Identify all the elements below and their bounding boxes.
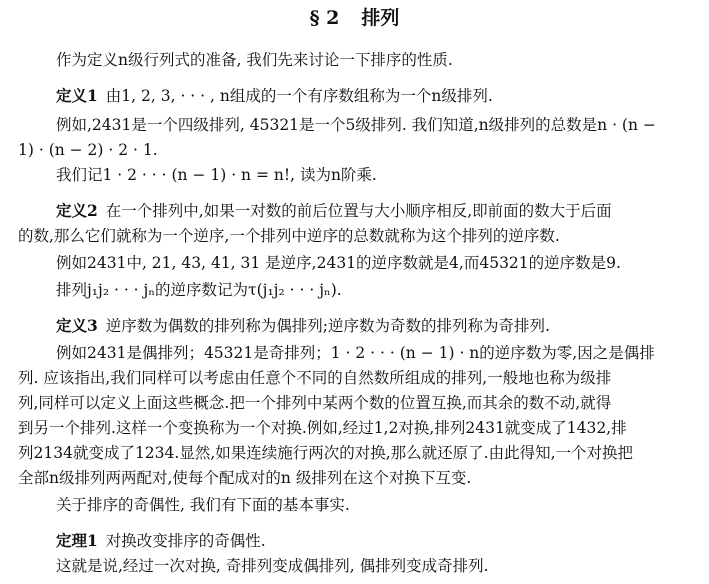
- definition-1-text: 由1, 2, 3, · · · , n组成的一个有序数组称为一个n级排列.: [105, 87, 493, 105]
- theorem-1: [56, 531, 709, 551]
- definition-3-text: 逆序数为偶数的排列称为偶排列;逆序数为奇数的排列称为奇排列.: [105, 317, 550, 335]
- intro-paragraph: 作为定义n级行列式的准备, 我们先来讨论一下排序的性质.: [56, 51, 453, 69]
- definition-2: [56, 201, 709, 221]
- definition-1-example-line-1: 例如,2431是一个四级排列, 45321是一个5级排列. 我们知道,n级排列的总数是n · (n −: [56, 116, 656, 134]
- definition-3-paragraph-line-6: 全部n级排列两两配对,使每个配成对的n 级排列在这个对换下互变.: [18, 469, 472, 487]
- definition-1-example-line-2: 1) · (n − 2) · 2 · 1.: [18, 141, 158, 159]
- definition-3: [56, 316, 709, 336]
- definition-2-text-line-2: 的数,那么它们就称为一个逆序,一个排列中逆序的总数就称为这个排列的逆序数.: [18, 227, 560, 245]
- parity-intro: 关于排序的奇偶性, 我们有下面的基本事实.: [56, 496, 350, 514]
- section-heading: [0, 6, 709, 30]
- theorem-1-explanation: 这就是说,经过一次对换, 奇排列变成偶排列, 偶排列变成奇排列.: [56, 557, 489, 575]
- definition-1: [56, 86, 709, 106]
- inversion-notation: 排列j₁j₂ · · · jₙ的逆序数记为τ(j₁j₂ · · · jₙ).: [56, 281, 342, 299]
- theorem-1-text: 对换改变排序的奇偶性.: [105, 532, 266, 550]
- theorem-1-label: 定理1: [56, 531, 98, 550]
- factorial-notation: 我们记1 · 2 · · · (n − 1) · n = n!, 读为n阶乘.: [56, 166, 377, 184]
- definition-2-example: 例如2431中, 21, 43, 41, 31 是逆序,2431的逆序数就是4,而45321的逆序数是9.: [56, 254, 621, 272]
- definition-2-label: 定义2: [56, 201, 98, 220]
- definition-3-paragraph-line-2: 列. 应该指出,我们同样可以考虑由任意个不同的自然数所组成的排列,一般地也称为级排: [18, 369, 612, 387]
- definition-3-paragraph-line-3: 列,同样可以定义上面这些概念.把一个排列中某两个数的位置互换,而其余的数不动,就得: [18, 394, 612, 412]
- section-title: 排列: [361, 7, 400, 29]
- definition-3-label: 定义3: [56, 316, 98, 335]
- definition-3-paragraph-line-5: 列2134就变成了1234.显然,如果连续施行两次的对换,那么就还原了.由此得知,一个对换把: [18, 444, 634, 462]
- definition-3-paragraph-line-4: 到另一个排列.这样一个变换称为一个对换.例如,经过1,2对换,排列2431就变成了1432,排: [18, 419, 627, 437]
- section-symbol: § 2: [309, 7, 340, 29]
- definition-2-text-line-1: 在一个排列中,如果一对数的前后位置与大小顺序相反,即前面的数大于后面: [105, 202, 612, 220]
- definition-1-label: 定义1: [56, 86, 98, 105]
- definition-3-paragraph-line-1: 例如2431是偶排列；45321是奇排列；1 · 2 · · · (n − 1) · n的逆序数为零,因之是偶排: [56, 344, 655, 362]
